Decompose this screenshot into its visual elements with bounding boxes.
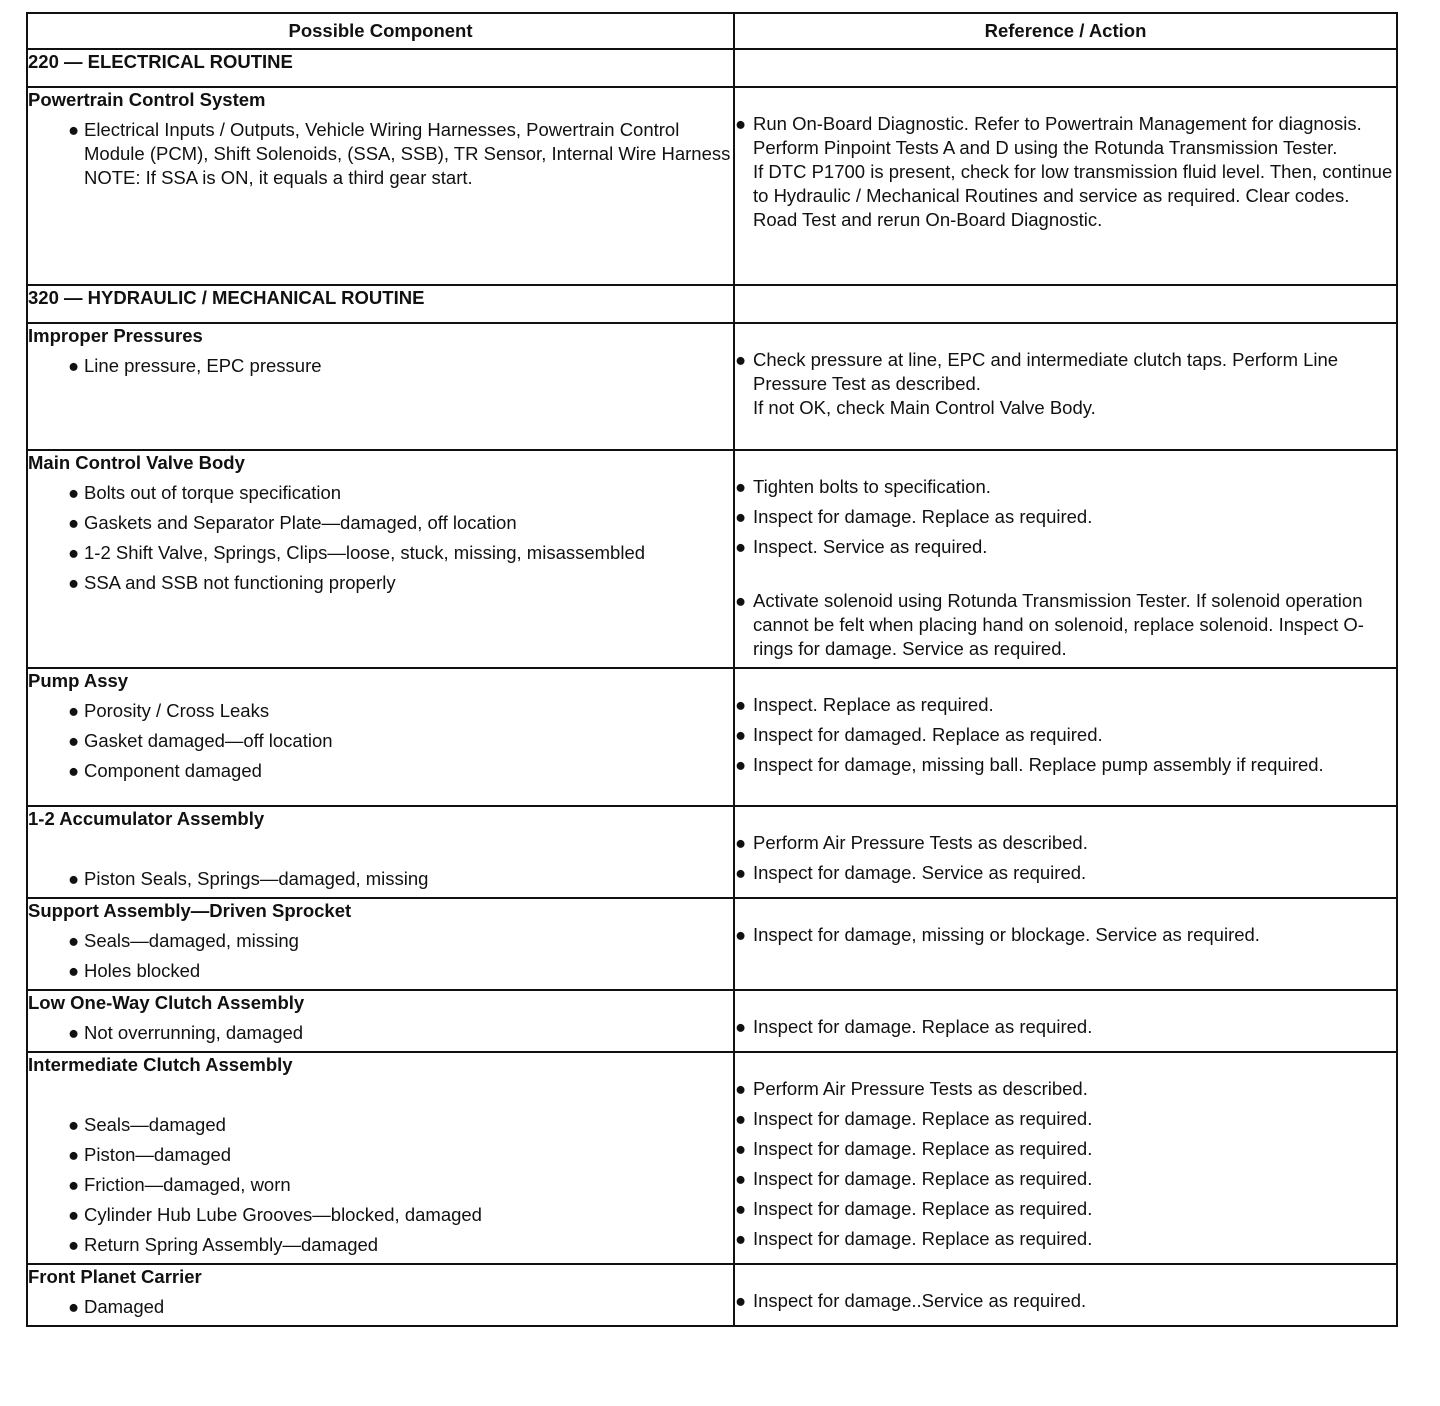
action-text: Inspect for damage. Replace as required. [753,1228,1093,1249]
list-item [735,1077,1396,1101]
action-text: Inspect for damage. Service as required. [753,862,1087,883]
action-text: Inspect for damage. Replace as required. [753,1016,1093,1037]
item-text: Electrical Inputs / Outputs, Vehicle Wiring Harnesses, Powertrain Control Module (PCM), Shift Solenoids, (SSA, SSB), TR Sensor, Internal Wire Harness [84,119,731,164]
item-text: Porosity / Cross Leaks [84,700,270,721]
bullet-icon: ● [735,1290,747,1311]
bullet-icon: ● [735,832,747,853]
action-text: Inspect for damage. Replace as required. [753,506,1093,527]
bullet-icon: ● [735,694,747,715]
header-possible-component: Possible Component [27,13,734,49]
item-text: Cylinder Hub Lube Grooves—blocked, damaged [84,1204,482,1225]
routine-empty-cell [734,285,1397,323]
bullet-icon: ● [68,572,80,593]
list-item [735,1167,1396,1191]
item-text: Friction—damaged, worn [84,1174,291,1195]
item-text: Piston Seals, Springs—damaged, missing [84,868,429,889]
list-item [28,1021,733,1045]
list-item [735,1107,1396,1131]
list-item [28,354,733,378]
bullet-icon: ● [68,355,80,376]
component-title: 1-2 Accumulator Assembly [28,808,265,829]
item-text: Gasket damaged—off location [84,730,333,751]
list-item [735,535,1396,559]
component-title: Intermediate Clutch Assembly [28,1054,293,1075]
bullet-icon: ● [735,1016,747,1037]
bullet-icon: ● [68,512,80,533]
list-item [735,475,1396,499]
bullet-icon: ● [735,862,747,883]
bullet-icon: ● [735,1138,747,1159]
item-text: Not overrunning, damaged [84,1022,304,1043]
bullet-icon: ● [68,760,80,781]
action-text: Inspect for damage, missing ball. Replace pump assembly if required. [753,754,1324,775]
bullet-icon: ● [735,924,747,945]
list-item [28,481,733,505]
list-item [28,1203,733,1227]
list-item [735,1227,1396,1251]
item-text: 1-2 Shift Valve, Springs, Clips—loose, stuck, missing, misassembled [84,542,646,563]
routine-row-220 [27,49,1397,87]
action-text: Inspect for damaged. Replace as required. [753,724,1103,745]
list-item [735,348,1396,420]
table-row [27,323,1397,450]
note-text: NOTE: If SSA is ON, it equals a third gear start. [84,167,473,188]
list-item [735,1137,1396,1161]
bullet-icon: ● [68,1022,80,1043]
component-title: Support Assembly—Driven Sprocket [28,900,352,921]
item-text: Damaged [84,1296,165,1317]
table-row [27,668,1397,806]
action-text: Inspect for damage..Service as required. [753,1290,1087,1311]
bullet-icon: ● [735,536,747,557]
action-if-text: If DTC P1700 is present, check for low transmission fluid level. Then, continue to Hydraulic / Mechanical Routines and service as required. Clear codes. Road Test and rerun On-Board Diagnostic. [753,161,1393,230]
list-item [28,729,733,753]
component-title: Main Control Valve Body [28,452,245,473]
bullet-icon: ● [68,930,80,951]
list-item [28,1113,733,1137]
item-text: SSA and SSB not functioning properly [84,572,396,593]
item-text: Return Spring Assembly—damaged [84,1234,379,1255]
table-row [27,806,1397,898]
list-item [735,1015,1396,1039]
bullet-icon: ● [735,1198,747,1219]
list-item [735,505,1396,529]
list-item [28,759,733,783]
routine-title-320: 320 — HYDRAULIC / MECHANICAL ROUTINE [27,285,734,323]
bullet-icon: ● [735,349,747,370]
component-title: Improper Pressures [28,325,203,346]
bullet-icon: ● [735,724,747,745]
list-item [735,723,1396,747]
list-item [735,1197,1396,1221]
list-item [28,118,733,190]
bullet-icon: ● [68,542,80,563]
bullet-icon: ● [735,754,747,775]
action-text: Check pressure at line, EPC and intermediate clutch taps. Perform Line Pressure Test as described. [753,349,1339,394]
item-text: Holes blocked [84,960,201,981]
diagnosis-table [26,12,1398,1327]
bullet-icon: ● [68,482,80,503]
action-if-text: If not OK, check Main Control Valve Body. [753,397,1096,418]
component-title: Low One-Way Clutch Assembly [28,992,305,1013]
component-title: Pump Assy [28,670,129,691]
component-title: Front Planet Carrier [28,1266,202,1287]
bullet-icon: ● [735,476,747,497]
bullet-icon: ● [68,1234,80,1255]
bullet-icon: ● [68,960,80,981]
table-row [27,1052,1397,1264]
action-text: Inspect. Replace as required. [753,694,994,715]
action-text: Run On-Board Diagnostic. Refer to Powertrain Management for diagnosis. Perform Pinpoint Tests A and D using the Rotunda Transmission Tester. [753,113,1362,158]
bullet-icon: ● [735,590,747,611]
bullet-icon: ● [735,506,747,527]
item-text: Seals—damaged, missing [84,930,299,951]
table-row [27,990,1397,1052]
routine-title-220: 220 — ELECTRICAL ROUTINE [27,49,734,87]
header-reference-action: Reference / Action [734,13,1397,49]
table-row [27,1264,1397,1326]
list-item [735,1289,1396,1313]
bullet-icon: ● [68,700,80,721]
bullet-icon: ● [68,1204,80,1225]
list-item [735,112,1396,232]
list-item [28,511,733,535]
bullet-icon: ● [68,1174,80,1195]
bullet-icon: ● [735,113,747,134]
list-item [735,861,1396,885]
action-text: Activate solenoid using Rotunda Transmission Tester. If solenoid operation cannot be felt when placing hand on solenoid, replace solenoid. Inspect O-rings for damage. Service as required. [753,590,1364,659]
bullet-icon: ● [68,868,80,889]
header-row [27,13,1397,49]
action-text: Inspect. Service as required. [753,536,988,557]
item-text: Bolts out of torque specification [84,482,342,503]
list-item [735,589,1396,661]
list-item [28,867,733,891]
item-text: Piston—damaged [84,1144,232,1165]
list-item [28,959,733,983]
list-item [28,929,733,953]
item-text: Component damaged [84,760,262,781]
routine-row-320 [27,285,1397,323]
bullet-icon: ● [68,1296,80,1317]
list-item [28,699,733,723]
table-row [27,898,1397,990]
table-row [27,450,1397,668]
list-item [735,923,1396,947]
action-text: Tighten bolts to specification. [753,476,991,497]
action-text: Perform Air Pressure Tests as described. [753,1078,1088,1099]
bullet-icon: ● [68,1114,80,1135]
bullet-icon: ● [68,1144,80,1165]
routine-empty-cell [734,49,1397,87]
action-text: Perform Air Pressure Tests as described. [753,832,1088,853]
list-item [735,693,1396,717]
bullet-icon: ● [68,730,80,751]
bullet-icon: ● [735,1168,747,1189]
item-text: Gaskets and Separator Plate—damaged, off location [84,512,517,533]
action-text: Inspect for damage, missing or blockage. Service as required. [753,924,1260,945]
item-text: Seals—damaged [84,1114,226,1135]
item-text: Line pressure, EPC pressure [84,355,322,376]
action-text: Inspect for damage. Replace as required. [753,1198,1093,1219]
action-text: Inspect for damage. Replace as required. [753,1138,1093,1159]
list-item [28,1295,733,1319]
list-item [735,753,1396,777]
bullet-icon: ● [735,1228,747,1249]
component-title: Powertrain Control System [28,89,266,110]
list-item [28,1173,733,1197]
list-item [28,1233,733,1257]
list-item [735,831,1396,855]
bullet-icon: ● [68,119,80,140]
bullet-icon: ● [735,1108,747,1129]
action-text: Inspect for damage. Replace as required. [753,1168,1093,1189]
action-text: Inspect for damage. Replace as required. [753,1108,1093,1129]
table-row [27,87,1397,285]
list-item [28,571,733,595]
list-item [28,541,733,565]
list-item [28,1143,733,1167]
bullet-icon: ● [735,1078,747,1099]
